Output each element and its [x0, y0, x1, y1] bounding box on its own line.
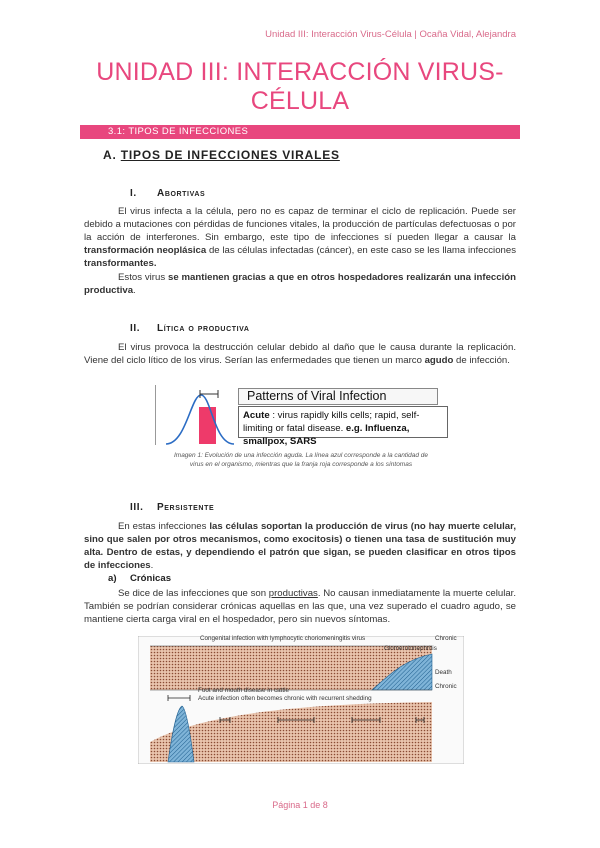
acute-text: : virus rapidly kills cells; rapid, self-limiting or fatal disease.	[243, 410, 420, 434]
fig2-label-acute: Acute infection often becomes chronic with recurrent shedding	[198, 695, 372, 702]
paragraph-cronicas	[84, 588, 516, 627]
fig2-label-chronic-2: Chronic	[435, 683, 457, 690]
paragraph-abortivas-2	[84, 272, 516, 298]
fig2-label-death: Death	[435, 669, 452, 676]
heading-abortivas-num: I.	[130, 188, 137, 199]
figure-chronic-infection	[138, 636, 464, 764]
text-run: de las células infectadas (cáncer), en este caso se les llama infecciones	[206, 244, 516, 256]
text-bold: transformantes.	[84, 257, 157, 269]
symptoms-band	[199, 407, 216, 444]
text-run: Se dice de las infecciones que son	[118, 588, 269, 599]
paragraph-abortivas-1	[84, 206, 516, 271]
heading-persistente-num: III.	[130, 502, 144, 513]
heading-litica	[130, 323, 250, 334]
figure1-title: Patterns of Viral Infection	[238, 388, 438, 405]
page-footer: Página 1 de 8	[272, 800, 328, 810]
text-run: .	[133, 284, 136, 296]
heading-abortivas	[130, 188, 205, 199]
fig2-label-glomerulonephritis: Glomerulonephritis	[384, 645, 437, 652]
heading-litica-title: Lítica o productiva	[157, 323, 250, 334]
heading-abortivas-title: Abortivas	[157, 188, 206, 199]
page-title-line2: CÉLULA	[250, 87, 350, 115]
text-bold: transformación neoplásica	[84, 244, 207, 256]
figure1-caption: Imagen 1: Evolución de una infección aguda. La línea azul corresponde a la cantidad de virus en el organismo, mientras que la franja roja corresponde a los síntomas	[173, 452, 429, 468]
text-bold: agudo	[424, 354, 454, 366]
text-run: El virus provoca la destrucción celular debido al daño que le causa durante la replicación. Viene del ciclo lítico de los virus. Serían las enfermedades que tienen un marco	[84, 342, 516, 366]
heading-a-text: TIPOS DE INFECCIONES VIRALES	[120, 148, 340, 162]
heading-a-label: A.	[103, 148, 117, 162]
fig2-label-lcmv: Congenital infection with lymphocytic choriomeningitis virus	[200, 635, 366, 642]
heading-litica-num: II.	[130, 323, 141, 334]
text-run: En estas infecciones	[118, 521, 210, 532]
heading-cronicas	[108, 573, 171, 584]
text-run: Estos virus	[118, 272, 168, 283]
figure1-acute-box	[238, 406, 448, 447]
heading-persistente-title: Persistente	[157, 502, 215, 513]
heading-cronicas-label: a)	[108, 573, 117, 584]
text-run: .	[150, 559, 154, 571]
heading-persistente	[130, 502, 214, 513]
page-title-line1: UNIDAD III: INTERACCIÓN VIRUS-	[96, 58, 504, 86]
fig2-label-fmd: Foot and mouth disease in cattle	[198, 687, 290, 694]
text-run: El virus infecta a la célula, pero no es capaz de terminar el ciclo de replicación. Puede ser debido a mutaciones con pérdidas de funciones vitales, la producción de partículas defectuosas o por la acción de interferones. Sin embargo, este tipo de infecciones sí pueden llegar a causar la	[84, 206, 516, 243]
heading-a	[103, 148, 340, 162]
section-bar: 3.1: TIPOS DE INFECCIONES	[80, 125, 520, 139]
acute-examples: e.g. Influenza, smallpox, SARS	[243, 423, 410, 447]
text-run: . No causan inmediatamente la muerte celular. También se podrían considerar crónicas aquellas en las que, una vez superado el cuadro agudo, se mantiene cierta carga viral en el hospedador, pero sin nuevos síntomas.	[84, 588, 517, 625]
page-title	[80, 58, 520, 116]
acute-curve-graphic	[156, 385, 236, 445]
acute-label: Acute	[243, 410, 270, 421]
heading-cronicas-title: Crónicas	[130, 573, 172, 584]
fig2-label-chronic-1: Chronic	[435, 635, 457, 642]
paragraph-litica	[84, 342, 516, 368]
text-bold: se mantienen gracias a que en otros hospedadores realizarán una infección productiva	[84, 272, 516, 296]
text-bold: las células soportan la producción de virus (no hay muerte celular, sino que salen por otros mecanismos, como exocitosis) o tienen una tasa de sustitución muy alta. Dentro de estas, y dependiendo el patrón que sigan, se pueden clasificar en otros tipos de infecciones	[84, 521, 516, 571]
paragraph-persistente	[84, 521, 516, 573]
figure-acute-infection	[155, 385, 447, 445]
running-header: Unidad III: Interacción Virus-Célula | Ocaña Vidal, Alejandra	[265, 29, 516, 40]
text-run: de infección.	[453, 354, 510, 366]
text-underline: productivas	[268, 588, 318, 599]
